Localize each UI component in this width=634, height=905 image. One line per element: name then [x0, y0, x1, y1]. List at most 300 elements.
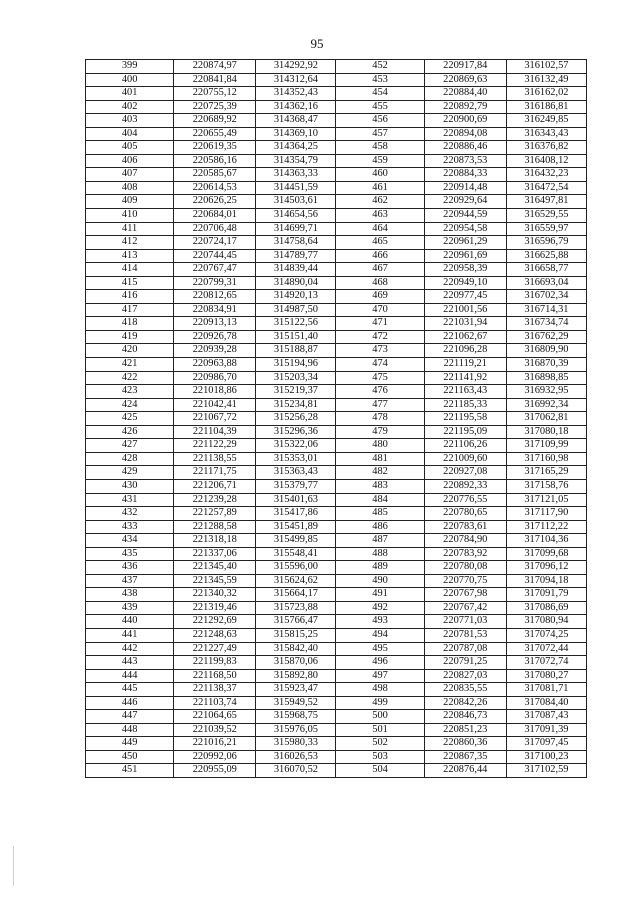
point-number-cell: 427 — [86, 439, 174, 453]
x-coordinate-cell: 220900,69 — [424, 114, 506, 128]
y-coordinate-cell: 315234,81 — [256, 398, 336, 412]
x-coordinate-cell: 220927,08 — [424, 466, 506, 480]
x-coordinate-cell: 220586,16 — [174, 154, 256, 168]
y-coordinate-cell: 315842,40 — [256, 642, 336, 656]
point-number-cell: 449 — [86, 737, 174, 751]
x-coordinate-cell: 220914,48 — [424, 181, 506, 195]
y-coordinate-cell: 315499,85 — [256, 534, 336, 548]
table-row — [86, 249, 587, 263]
table-row — [86, 398, 587, 412]
y-coordinate-cell: 315766,47 — [256, 615, 336, 629]
point-number-cell: 482 — [336, 466, 424, 480]
y-coordinate-cell: 316734,74 — [506, 317, 586, 331]
y-coordinate-cell: 315976,05 — [256, 723, 336, 737]
x-coordinate-cell: 220929,64 — [424, 195, 506, 209]
point-number-cell: 420 — [86, 344, 174, 358]
x-coordinate-cell: 220781,53 — [424, 628, 506, 642]
point-number-cell: 468 — [336, 276, 424, 290]
y-coordinate-cell: 316132,49 — [506, 73, 586, 87]
point-number-cell: 448 — [86, 723, 174, 737]
y-coordinate-cell: 314503,61 — [256, 195, 336, 209]
x-coordinate-cell: 220835,55 — [424, 683, 506, 697]
x-coordinate-cell: 220791,25 — [424, 656, 506, 670]
x-coordinate-cell: 220725,39 — [174, 100, 256, 114]
y-coordinate-cell: 316249,85 — [506, 114, 586, 128]
y-coordinate-cell: 317121,05 — [506, 493, 586, 507]
x-coordinate-cell: 220626,25 — [174, 195, 256, 209]
x-coordinate-cell: 220874,97 — [174, 60, 256, 74]
y-coordinate-cell: 317109,99 — [506, 439, 586, 453]
point-number-cell: 494 — [336, 628, 424, 642]
y-coordinate-cell: 316186,81 — [506, 100, 586, 114]
table-row — [86, 330, 587, 344]
x-coordinate-cell: 221345,40 — [174, 561, 256, 575]
point-number-cell: 460 — [336, 168, 424, 182]
y-coordinate-cell: 314312,64 — [256, 73, 336, 87]
x-coordinate-cell: 220894,08 — [424, 127, 506, 141]
point-number-cell: 499 — [336, 696, 424, 710]
x-coordinate-cell: 220876,44 — [424, 764, 506, 778]
table-row — [86, 507, 587, 521]
table-row — [86, 222, 587, 236]
point-number-cell: 486 — [336, 520, 424, 534]
x-coordinate-cell: 221185,33 — [424, 398, 506, 412]
table-row — [86, 588, 587, 602]
point-number-cell: 419 — [86, 330, 174, 344]
point-number-cell: 428 — [86, 452, 174, 466]
point-number-cell: 412 — [86, 236, 174, 250]
y-coordinate-cell: 317096,12 — [506, 561, 586, 575]
x-coordinate-cell: 220961,69 — [424, 249, 506, 263]
x-coordinate-cell: 220744,45 — [174, 249, 256, 263]
x-coordinate-cell: 220873,53 — [424, 154, 506, 168]
x-coordinate-cell: 221288,58 — [174, 520, 256, 534]
point-number-cell: 503 — [336, 750, 424, 764]
table-row — [86, 236, 587, 250]
coordinates-table — [85, 59, 587, 778]
x-coordinate-cell: 220944,59 — [424, 209, 506, 223]
y-coordinate-cell: 317099,68 — [506, 547, 586, 561]
y-coordinate-cell: 316809,90 — [506, 344, 586, 358]
point-number-cell: 434 — [86, 534, 174, 548]
y-coordinate-cell: 317086,69 — [506, 601, 586, 615]
y-coordinate-cell: 316376,82 — [506, 141, 586, 155]
y-coordinate-cell: 314839,44 — [256, 263, 336, 277]
x-coordinate-cell: 221318,18 — [174, 534, 256, 548]
table-row — [86, 317, 587, 331]
y-coordinate-cell: 315401,63 — [256, 493, 336, 507]
x-coordinate-cell: 221039,52 — [174, 723, 256, 737]
y-coordinate-cell: 316472,54 — [506, 181, 586, 195]
y-coordinate-cell: 315949,52 — [256, 696, 336, 710]
x-coordinate-cell: 220585,67 — [174, 168, 256, 182]
y-coordinate-cell: 314292,92 — [256, 60, 336, 74]
point-number-cell: 458 — [336, 141, 424, 155]
table-row — [86, 154, 587, 168]
point-number-cell: 399 — [86, 60, 174, 74]
point-number-cell: 440 — [86, 615, 174, 629]
x-coordinate-cell: 220684,01 — [174, 209, 256, 223]
x-coordinate-cell: 220812,65 — [174, 290, 256, 304]
x-coordinate-cell: 220655,49 — [174, 127, 256, 141]
point-number-cell: 422 — [86, 371, 174, 385]
x-coordinate-cell: 220963,88 — [174, 358, 256, 372]
x-coordinate-cell: 221257,89 — [174, 507, 256, 521]
point-number-cell: 497 — [336, 669, 424, 683]
x-coordinate-cell: 220846,73 — [424, 710, 506, 724]
x-coordinate-cell: 220955,09 — [174, 764, 256, 778]
table-row — [86, 750, 587, 764]
point-number-cell: 453 — [336, 73, 424, 87]
y-coordinate-cell: 317080,18 — [506, 425, 586, 439]
x-coordinate-cell: 220619,35 — [174, 141, 256, 155]
y-coordinate-cell: 316343,43 — [506, 127, 586, 141]
table-row — [86, 493, 587, 507]
x-coordinate-cell: 220767,98 — [424, 588, 506, 602]
x-coordinate-cell: 221239,28 — [174, 493, 256, 507]
y-coordinate-cell: 316658,77 — [506, 263, 586, 277]
point-number-cell: 495 — [336, 642, 424, 656]
y-coordinate-cell: 316870,39 — [506, 358, 586, 372]
x-coordinate-cell: 220949,10 — [424, 276, 506, 290]
table-row — [86, 181, 587, 195]
x-coordinate-cell: 220869,63 — [424, 73, 506, 87]
y-coordinate-cell: 317072,74 — [506, 656, 586, 670]
x-coordinate-cell: 220867,35 — [424, 750, 506, 764]
x-coordinate-cell: 221106,26 — [424, 439, 506, 453]
y-coordinate-cell: 317062,81 — [506, 412, 586, 426]
point-number-cell: 439 — [86, 601, 174, 615]
table-row — [86, 547, 587, 561]
y-coordinate-cell: 315188,87 — [256, 344, 336, 358]
point-number-cell: 423 — [86, 385, 174, 399]
coordinates-table-body — [86, 60, 587, 778]
x-coordinate-cell: 220939,28 — [174, 344, 256, 358]
y-coordinate-cell: 316026,53 — [256, 750, 336, 764]
table-row — [86, 601, 587, 615]
y-coordinate-cell: 314363,33 — [256, 168, 336, 182]
point-number-cell: 425 — [86, 412, 174, 426]
point-number-cell: 414 — [86, 263, 174, 277]
table-row — [86, 276, 587, 290]
y-coordinate-cell: 314362,16 — [256, 100, 336, 114]
y-coordinate-cell: 316102,57 — [506, 60, 586, 74]
table-row — [86, 696, 587, 710]
y-coordinate-cell: 317072,44 — [506, 642, 586, 656]
point-number-cell: 436 — [86, 561, 174, 575]
y-coordinate-cell: 314699,71 — [256, 222, 336, 236]
y-coordinate-cell: 315451,89 — [256, 520, 336, 534]
y-coordinate-cell: 314451,59 — [256, 181, 336, 195]
point-number-cell: 433 — [86, 520, 174, 534]
point-number-cell: 456 — [336, 114, 424, 128]
y-coordinate-cell: 316529,55 — [506, 209, 586, 223]
point-number-cell: 501 — [336, 723, 424, 737]
x-coordinate-cell: 220834,91 — [174, 303, 256, 317]
x-coordinate-cell: 220614,53 — [174, 181, 256, 195]
table-row — [86, 615, 587, 629]
table-row — [86, 466, 587, 480]
table-row — [86, 764, 587, 778]
table-row — [86, 100, 587, 114]
y-coordinate-cell: 315296,36 — [256, 425, 336, 439]
x-coordinate-cell: 220724,17 — [174, 236, 256, 250]
y-coordinate-cell: 315892,80 — [256, 669, 336, 683]
point-number-cell: 404 — [86, 127, 174, 141]
x-coordinate-cell: 221138,37 — [174, 683, 256, 697]
x-coordinate-cell: 220780,08 — [424, 561, 506, 575]
y-coordinate-cell: 316992,34 — [506, 398, 586, 412]
point-number-cell: 410 — [86, 209, 174, 223]
x-coordinate-cell: 221009,60 — [424, 452, 506, 466]
point-number-cell: 502 — [336, 737, 424, 751]
x-coordinate-cell: 220954,58 — [424, 222, 506, 236]
point-number-cell: 443 — [86, 656, 174, 670]
y-coordinate-cell: 314654,56 — [256, 209, 336, 223]
x-coordinate-cell: 220886,46 — [424, 141, 506, 155]
point-number-cell: 462 — [336, 195, 424, 209]
point-number-cell: 426 — [86, 425, 174, 439]
x-coordinate-cell: 221104,39 — [174, 425, 256, 439]
y-coordinate-cell: 315923,47 — [256, 683, 336, 697]
point-number-cell: 416 — [86, 290, 174, 304]
point-number-cell: 471 — [336, 317, 424, 331]
point-number-cell: 446 — [86, 696, 174, 710]
page-number: 95 — [310, 36, 324, 51]
table-row — [86, 141, 587, 155]
x-coordinate-cell: 220917,84 — [424, 60, 506, 74]
table-row — [86, 425, 587, 439]
y-coordinate-cell: 316702,34 — [506, 290, 586, 304]
y-coordinate-cell: 316693,04 — [506, 276, 586, 290]
y-coordinate-cell: 315219,37 — [256, 385, 336, 399]
table-row — [86, 303, 587, 317]
x-coordinate-cell: 220892,33 — [424, 479, 506, 493]
y-coordinate-cell: 316162,02 — [506, 87, 586, 101]
point-number-cell: 401 — [86, 87, 174, 101]
point-number-cell: 442 — [86, 642, 174, 656]
table-row — [86, 60, 587, 74]
table-row — [86, 561, 587, 575]
y-coordinate-cell: 315548,41 — [256, 547, 336, 561]
y-coordinate-cell: 316559,97 — [506, 222, 586, 236]
point-number-cell: 500 — [336, 710, 424, 724]
x-coordinate-cell: 220913,13 — [174, 317, 256, 331]
y-coordinate-cell: 316898,85 — [506, 371, 586, 385]
x-coordinate-cell: 220926,78 — [174, 330, 256, 344]
x-coordinate-cell: 221138,55 — [174, 452, 256, 466]
point-number-cell: 429 — [86, 466, 174, 480]
y-coordinate-cell: 316408,12 — [506, 154, 586, 168]
x-coordinate-cell: 221122,29 — [174, 439, 256, 453]
point-number-cell: 455 — [336, 100, 424, 114]
x-coordinate-cell: 220780,65 — [424, 507, 506, 521]
x-coordinate-cell: 220767,47 — [174, 263, 256, 277]
x-coordinate-cell: 220884,40 — [424, 87, 506, 101]
table-row — [86, 723, 587, 737]
table-row — [86, 642, 587, 656]
x-coordinate-cell: 220884,33 — [424, 168, 506, 182]
table-row — [86, 656, 587, 670]
x-coordinate-cell: 221119,21 — [424, 358, 506, 372]
point-number-cell: 400 — [86, 73, 174, 87]
point-number-cell: 479 — [336, 425, 424, 439]
y-coordinate-cell: 314920,13 — [256, 290, 336, 304]
y-coordinate-cell: 317160,98 — [506, 452, 586, 466]
point-number-cell: 451 — [86, 764, 174, 778]
y-coordinate-cell: 315256,28 — [256, 412, 336, 426]
point-number-cell: 459 — [336, 154, 424, 168]
table-row — [86, 439, 587, 453]
x-coordinate-cell: 220842,26 — [424, 696, 506, 710]
x-coordinate-cell: 221248,63 — [174, 628, 256, 642]
x-coordinate-cell: 221337,06 — [174, 547, 256, 561]
y-coordinate-cell: 314368,47 — [256, 114, 336, 128]
y-coordinate-cell: 315664,17 — [256, 588, 336, 602]
point-number-cell: 464 — [336, 222, 424, 236]
point-number-cell: 418 — [86, 317, 174, 331]
point-number-cell: 424 — [86, 398, 174, 412]
table-row — [86, 114, 587, 128]
x-coordinate-cell: 220799,31 — [174, 276, 256, 290]
table-row — [86, 385, 587, 399]
y-coordinate-cell: 314354,79 — [256, 154, 336, 168]
point-number-cell: 447 — [86, 710, 174, 724]
x-coordinate-cell: 221340,32 — [174, 588, 256, 602]
y-coordinate-cell: 317074,25 — [506, 628, 586, 642]
table-row — [86, 479, 587, 493]
table-row — [86, 737, 587, 751]
point-number-cell: 477 — [336, 398, 424, 412]
x-coordinate-cell: 220689,92 — [174, 114, 256, 128]
table-row — [86, 534, 587, 548]
point-number-cell: 493 — [336, 615, 424, 629]
y-coordinate-cell: 317094,18 — [506, 574, 586, 588]
point-number-cell: 413 — [86, 249, 174, 263]
x-coordinate-cell: 220776,55 — [424, 493, 506, 507]
point-number-cell: 470 — [336, 303, 424, 317]
y-coordinate-cell: 317104,36 — [506, 534, 586, 548]
point-number-cell: 411 — [86, 222, 174, 236]
y-coordinate-cell: 314987,50 — [256, 303, 336, 317]
x-coordinate-cell: 220986,70 — [174, 371, 256, 385]
point-number-cell: 496 — [336, 656, 424, 670]
x-coordinate-cell: 221199,83 — [174, 656, 256, 670]
point-number-cell: 483 — [336, 479, 424, 493]
point-number-cell: 438 — [86, 588, 174, 602]
table-row — [86, 168, 587, 182]
point-number-cell: 487 — [336, 534, 424, 548]
x-coordinate-cell: 221319,46 — [174, 601, 256, 615]
point-number-cell: 402 — [86, 100, 174, 114]
y-coordinate-cell: 317100,23 — [506, 750, 586, 764]
y-coordinate-cell: 314364,25 — [256, 141, 336, 155]
x-coordinate-cell: 220977,45 — [424, 290, 506, 304]
point-number-cell: 472 — [336, 330, 424, 344]
x-coordinate-cell: 221195,09 — [424, 425, 506, 439]
x-coordinate-cell: 221227,49 — [174, 642, 256, 656]
x-coordinate-cell: 221195,58 — [424, 412, 506, 426]
y-coordinate-cell: 314758,64 — [256, 236, 336, 250]
x-coordinate-cell: 220755,12 — [174, 87, 256, 101]
point-number-cell: 435 — [86, 547, 174, 561]
table-row — [86, 669, 587, 683]
table-row — [86, 87, 587, 101]
x-coordinate-cell: 220783,92 — [424, 547, 506, 561]
y-coordinate-cell: 315624,62 — [256, 574, 336, 588]
y-coordinate-cell: 316932,95 — [506, 385, 586, 399]
point-number-cell: 430 — [86, 479, 174, 493]
point-number-cell: 417 — [86, 303, 174, 317]
point-number-cell: 504 — [336, 764, 424, 778]
x-coordinate-cell: 220892,79 — [424, 100, 506, 114]
y-coordinate-cell: 317081,71 — [506, 683, 586, 697]
point-number-cell: 467 — [336, 263, 424, 277]
table-row — [86, 127, 587, 141]
table-row — [86, 263, 587, 277]
table-row — [86, 628, 587, 642]
point-number-cell: 405 — [86, 141, 174, 155]
table-row — [86, 683, 587, 697]
x-coordinate-cell: 221016,21 — [174, 737, 256, 751]
x-coordinate-cell: 220851,23 — [424, 723, 506, 737]
y-coordinate-cell: 315870,06 — [256, 656, 336, 670]
y-coordinate-cell: 316714,31 — [506, 303, 586, 317]
x-coordinate-cell: 221345,59 — [174, 574, 256, 588]
y-coordinate-cell: 315203,34 — [256, 371, 336, 385]
x-coordinate-cell: 220841,84 — [174, 73, 256, 87]
point-number-cell: 473 — [336, 344, 424, 358]
point-number-cell: 484 — [336, 493, 424, 507]
table-row — [86, 195, 587, 209]
y-coordinate-cell: 317087,43 — [506, 710, 586, 724]
point-number-cell: 489 — [336, 561, 424, 575]
point-number-cell: 492 — [336, 601, 424, 615]
point-number-cell: 403 — [86, 114, 174, 128]
y-coordinate-cell: 315151,40 — [256, 330, 336, 344]
table-row — [86, 520, 587, 534]
point-number-cell: 476 — [336, 385, 424, 399]
y-coordinate-cell: 315353,01 — [256, 452, 336, 466]
y-coordinate-cell: 315417,86 — [256, 507, 336, 521]
y-coordinate-cell: 316497,81 — [506, 195, 586, 209]
y-coordinate-cell: 316432,23 — [506, 168, 586, 182]
y-coordinate-cell: 317097,45 — [506, 737, 586, 751]
y-coordinate-cell: 316625,88 — [506, 249, 586, 263]
y-coordinate-cell: 316596,79 — [506, 236, 586, 250]
y-coordinate-cell: 317165,29 — [506, 466, 586, 480]
point-number-cell: 475 — [336, 371, 424, 385]
table-row — [86, 344, 587, 358]
x-coordinate-cell: 220860,36 — [424, 737, 506, 751]
x-coordinate-cell: 220770,75 — [424, 574, 506, 588]
point-number-cell: 490 — [336, 574, 424, 588]
point-number-cell: 485 — [336, 507, 424, 521]
point-number-cell: 488 — [336, 547, 424, 561]
table-row — [86, 209, 587, 223]
table-row — [86, 358, 587, 372]
table-row — [86, 73, 587, 87]
x-coordinate-cell: 221064,65 — [174, 710, 256, 724]
y-coordinate-cell: 317084,40 — [506, 696, 586, 710]
y-coordinate-cell: 317091,39 — [506, 723, 586, 737]
x-coordinate-cell: 220827,03 — [424, 669, 506, 683]
point-number-cell: 461 — [336, 181, 424, 195]
table-row — [86, 412, 587, 426]
y-coordinate-cell: 315968,75 — [256, 710, 336, 724]
x-coordinate-cell: 221018,86 — [174, 385, 256, 399]
x-coordinate-cell: 221031,94 — [424, 317, 506, 331]
